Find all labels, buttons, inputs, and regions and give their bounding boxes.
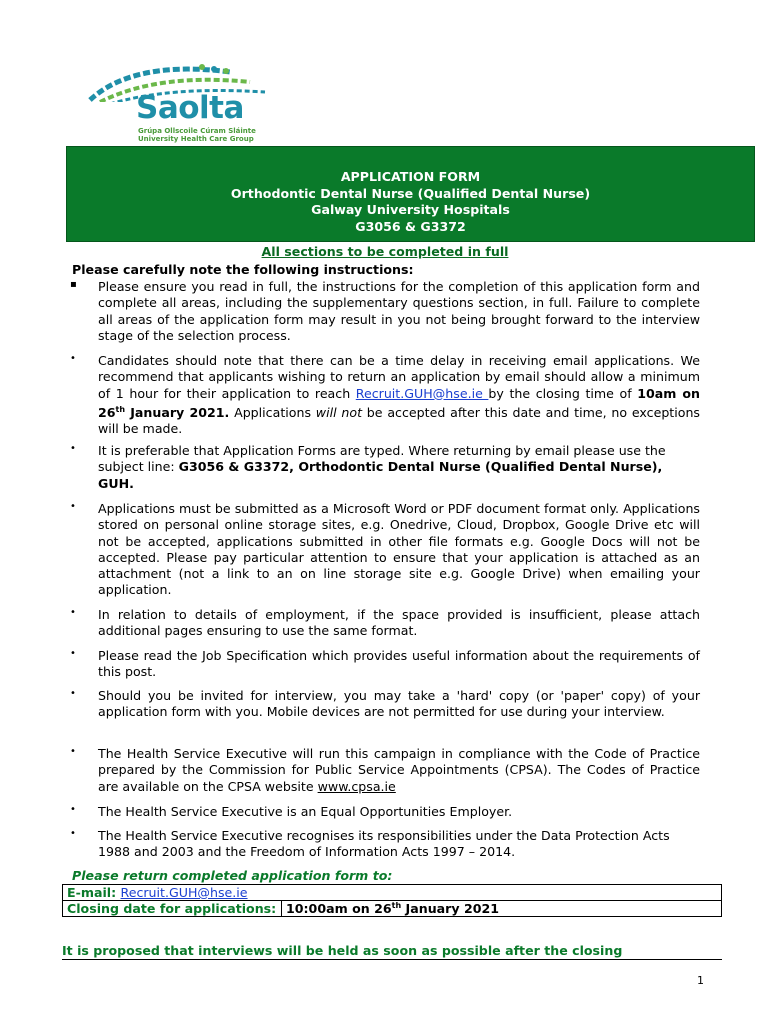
instruction-text: Applications must be submitted as a Microsoft Word or PDF document format only. Applications stored on personal online storage sites, e.g. Onedrive, Cloud, Dropbox, Google Drive etc will not be accepted, applications submitted in other file formats e.g. Google Docs will not be accepted. Please pay particular attention to ensure that your application is attached as an attachment (not a link to an on line storage site e.g. Google Drive) when emailing your application.	[98, 501, 700, 598]
closing-date-label: Closing date for applications:	[63, 901, 282, 917]
bullet-dot-icon: •	[70, 607, 76, 618]
instruction-text: Candidates should note that there can be a time delay in receiving email applications. We recommend that applicants wishing to return an application by email should allow a minimum of 1 hour for their application to reach Recruit.GUH@hse.ie by the closing time of 10am on 26th January 2021. Applications will not be accepted after this date and time, no exceptions will be made.	[98, 353, 701, 437]
instruction-text: In relation to details of employment, if the space provided is insufficient, please attach additional pages ensuring to use the same format.	[98, 607, 700, 639]
bullet-dot-icon: •	[70, 804, 76, 815]
closing-date-value: 10:00am on 26th January 2021	[282, 901, 722, 917]
instruction-item	[70, 607, 700, 640]
bullet-dot-icon: •	[70, 443, 76, 454]
instruction-text: Please read the Job Specification which provides useful information about the requirements of this post.	[98, 648, 700, 680]
interviews-note: It is proposed that interviews will be held as soon as possible after the closing	[62, 943, 722, 960]
saolta-logo	[80, 62, 280, 144]
recruit-email-link[interactable]: Recruit.GUH@hse.ie	[355, 385, 489, 401]
instruction-item	[70, 648, 700, 681]
instruction-item	[70, 279, 700, 344]
instruction-item	[70, 828, 700, 861]
bullet-dot-icon: •	[70, 828, 76, 839]
bullet-dot-icon: •	[70, 648, 76, 659]
bullet-dot-icon: •	[70, 746, 76, 757]
bullet-dot-icon: •	[70, 353, 76, 364]
job-title: Orthodontic Dental Nurse (Qualified Dental Nurse)	[230, 185, 591, 201]
instruction-text: The Health Service Executive will run this campaign in compliance with the Code of Practice prepared by the Commission for Public Service Appointments (CPSA). The Codes of Practice are available on the CPSA website www.cpsa.ie	[98, 746, 700, 794]
logo-subtitle-irish: Grúpa Ollscoile Cúram Sláinte	[138, 127, 256, 135]
square-bullet-icon: ▪	[70, 279, 77, 290]
instruction-item	[70, 688, 700, 721]
logo-wordmark: Saolta	[136, 90, 244, 126]
contact-table	[62, 884, 722, 917]
instruction-item	[70, 443, 700, 492]
bullet-dot-icon: •	[70, 501, 76, 512]
instruction-item	[70, 353, 700, 438]
instruction-text: The Health Service Executive is an Equal Opportunities Employer.	[98, 804, 513, 819]
instruction-item	[70, 746, 700, 795]
instruction-text: Should you be invited for interview, you may take a 'hard' copy (or 'paper' copy) of your application form with you. Mobile devices are not permitted for use during your interview.	[98, 688, 700, 720]
cpsa-website-link[interactable]: www.cpsa.ie	[317, 778, 396, 794]
instructions-heading: Please carefully note the following instructions:	[72, 262, 414, 277]
title-banner	[66, 146, 755, 242]
bullet-dot-icon: •	[70, 688, 76, 699]
email-row	[63, 885, 722, 901]
table-email-link[interactable]: Recruit.GUH@hse.ie	[120, 885, 248, 900]
return-heading: Please return completed application form to:	[72, 868, 393, 883]
hospital-name: Galway University Hospitals	[311, 202, 510, 217]
instruction-item	[70, 501, 700, 599]
form-title: APPLICATION FORM	[340, 169, 481, 184]
campaign-codes: G3056 & G3372	[355, 218, 466, 234]
email-label: E-mail:	[67, 885, 121, 900]
instruction-text: The Health Service Executive recognises its responsibilities under the Data Protection Acts 1988 and 2003 and the Freedom of Information Acts 1997 – 2014.	[98, 828, 670, 860]
instruction-text: Please ensure you read in full, the instructions for the completion of this application form and complete all areas, including the supplementary questions section, in full. Failure to complete all areas of the application form may result in you not being brought forward to the interview stage of the selection process.	[98, 279, 700, 343]
page-number: 1	[697, 974, 704, 987]
instruction-text: It is preferable that Application Forms are typed. Where returning by email please use the subject line: G3056 & G3372, Orthodontic Dental Nurse (Qualified Dental Nurse), GUH.	[98, 443, 666, 491]
sections-note: All sections to be completed in full	[261, 244, 509, 259]
instruction-item	[70, 804, 700, 820]
logo-subtitle-english: University Health Care Group	[138, 135, 254, 143]
